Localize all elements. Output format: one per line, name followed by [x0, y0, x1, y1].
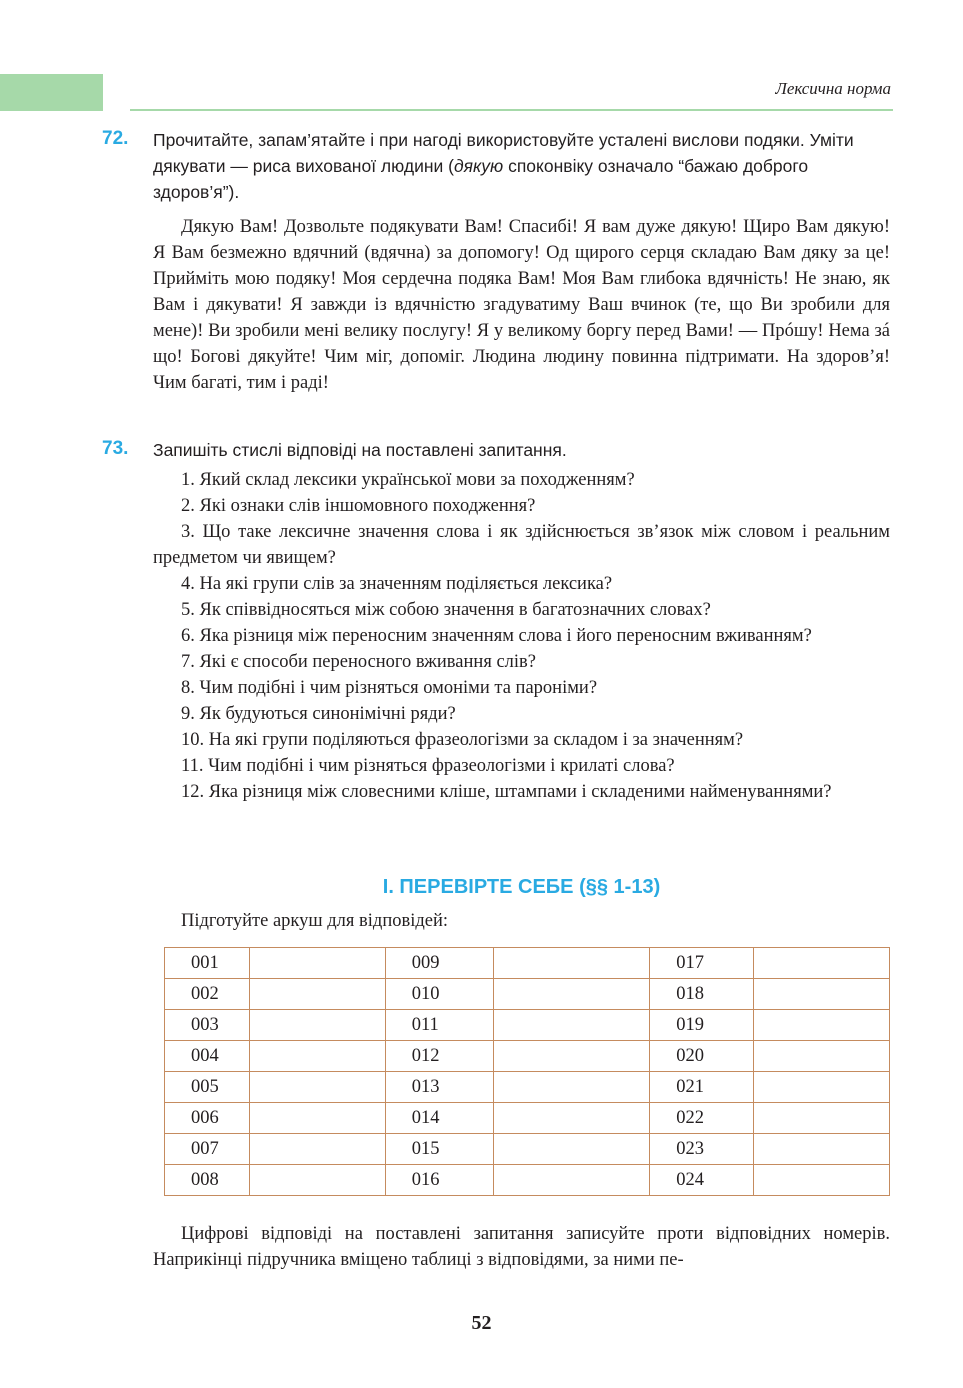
answer-cell	[249, 1072, 385, 1103]
answer-cell	[754, 1072, 890, 1103]
answer-cell	[493, 1134, 650, 1165]
question-item: 7. Які є способи переносного вживання слів?	[181, 652, 536, 672]
table-row	[165, 1103, 890, 1134]
answer-cell	[249, 1103, 385, 1134]
table-row	[165, 948, 890, 979]
prepare-sheet-text	[153, 908, 890, 934]
table-row	[165, 1010, 890, 1041]
answer-number: 013	[385, 1072, 493, 1103]
page-number: 52	[471, 1312, 492, 1334]
question-list	[153, 467, 890, 805]
prepare-sheet-line: Підготуйте аркуш для відповідей:	[181, 911, 449, 931]
answer-number: 004	[165, 1041, 250, 1072]
answer-number: 022	[650, 1103, 754, 1134]
table-row	[165, 1165, 890, 1196]
table-row	[165, 1041, 890, 1072]
answer-cell	[249, 948, 385, 979]
answer-number: 007	[165, 1134, 250, 1165]
question-item: 2. Які ознаки слів іншомовного походження?	[181, 496, 536, 516]
answer-number: 008	[165, 1165, 250, 1196]
exercise-73-instruction: Запишіть стислі відповіді на поставлені запитання.	[153, 440, 567, 460]
question-item: 3. Що таке лексичне значення слова і як здійснюється зв’язок між словом і реальним предметом чи явищем?	[153, 522, 890, 568]
answer-number: 009	[385, 948, 493, 979]
answer-cell	[754, 979, 890, 1010]
exercise-73-number: 73.	[102, 438, 129, 459]
answer-number: 021	[650, 1072, 754, 1103]
exercise-72-text	[153, 214, 890, 396]
answer-cell	[249, 1041, 385, 1072]
running-title: Лексична норма	[775, 79, 891, 98]
answer-cell	[493, 979, 650, 1010]
answer-number: 002	[165, 979, 250, 1010]
answer-cell	[493, 1165, 650, 1196]
answer-number: 024	[650, 1165, 754, 1196]
answer-cell	[493, 1103, 650, 1134]
exercise-72-paragraph: Дякую Вам! Дозвольте подякувати Вам! Спасибі! Я вам дуже дякую! Щиро Вам дякую! Я Вам безмежно вдячний (вдячна) за допомогу! Од щирого серця складаю Вам дяку за це! Прийміть мою подяку! Моя сердечна подяка Вам! Моя Вам глибока вдячність! Не знаю, як Вам і дякувати! Я завжди із вдячністю згадуватиму Ваш вчинок (те, що Ви зробили для мене)! Ви зробили мені велику послугу! Я у великому боргу перед Вами! — Прóшу! Нема зá що! Богові дякуйте! Чим міг, допоміг. Людина людину повинна підтримати. На здоров’я! Чим багаті, тим і раді!	[153, 217, 890, 393]
table-row	[165, 1134, 890, 1165]
table-row	[165, 979, 890, 1010]
answer-number: 016	[385, 1165, 493, 1196]
answer-number: 005	[165, 1072, 250, 1103]
answer-number: 023	[650, 1134, 754, 1165]
answer-cell	[754, 1041, 890, 1072]
section-title: І. ПЕРЕВІРТЕ СЕБЕ (§§ 1-13)	[382, 876, 661, 898]
answer-cell	[754, 948, 890, 979]
footer-paragraph	[153, 1221, 890, 1273]
answer-number: 011	[385, 1010, 493, 1041]
exercise-72-number: 72.	[102, 128, 129, 149]
question-item: 8. Чим подібні і чим різняться омоніми та пароніми?	[181, 678, 598, 698]
answer-number: 010	[385, 979, 493, 1010]
answer-cell	[493, 1072, 650, 1103]
question-item: 10. На які групи поділяються фразеологізми за складом і за значенням?	[181, 730, 744, 750]
answer-cell	[249, 1010, 385, 1041]
answer-number: 017	[650, 948, 754, 979]
exercise-72-instruction-part1: Прочитайте, запам’ятайте і при нагоді використовуйте усталені вислови подяки. Уміти дякувати — риса вихованої людини (	[153, 130, 854, 176]
question-item: 9. Як будуються синонімічні ряди?	[181, 704, 456, 724]
question-item: 5. Як співвідносяться між собою значення в багатозначних словах?	[181, 600, 711, 620]
answer-cell	[754, 1103, 890, 1134]
answer-number: 006	[165, 1103, 250, 1134]
answer-number: 015	[385, 1134, 493, 1165]
answer-cell	[754, 1010, 890, 1041]
answer-number: 001	[165, 948, 250, 979]
exercise-72-instruction-part2: споконвіку означало “бажаю доброго здоров’я”).	[153, 156, 809, 202]
answer-cell	[249, 979, 385, 1010]
answer-number: 003	[165, 1010, 250, 1041]
answer-cell	[249, 1134, 385, 1165]
question-item: 11. Чим подібні і чим різняться фразеологізми і крилаті слова?	[181, 756, 675, 776]
question-item: 12. Яка різниця між словесними кліше, штампами і складеними найменуваннями?	[181, 782, 832, 802]
table-row	[165, 1072, 890, 1103]
question-item: 4. На які групи слів за значенням поділяється лексика?	[181, 574, 613, 594]
answer-sheet-table	[164, 947, 890, 1196]
answer-cell	[754, 1134, 890, 1165]
answer-number: 014	[385, 1103, 493, 1134]
answer-number: 020	[650, 1041, 754, 1072]
answer-number: 019	[650, 1010, 754, 1041]
answer-cell	[249, 1165, 385, 1196]
question-item: 6. Яка різниця між переносним значенням слова і його переносним вживанням?	[181, 626, 812, 646]
answer-number: 018	[650, 979, 754, 1010]
exercise-72-italic-word: дякую	[454, 156, 504, 176]
footer-text: Цифрові відповіді на поставлені запитання записуйте проти відповідних номерів. Наприкінці підручника вміщено таблиці з відповідями, за ними пе-	[153, 1224, 890, 1270]
answer-number: 012	[385, 1041, 493, 1072]
answer-cell	[493, 948, 650, 979]
answer-cell	[754, 1165, 890, 1196]
chapter-tab	[0, 74, 103, 111]
exercise-72-instruction	[153, 127, 890, 205]
header-rule	[130, 109, 893, 111]
answer-cell	[493, 1010, 650, 1041]
question-item: 1. Який склад лексики української мови за походженням?	[181, 470, 635, 490]
answer-cell	[493, 1041, 650, 1072]
